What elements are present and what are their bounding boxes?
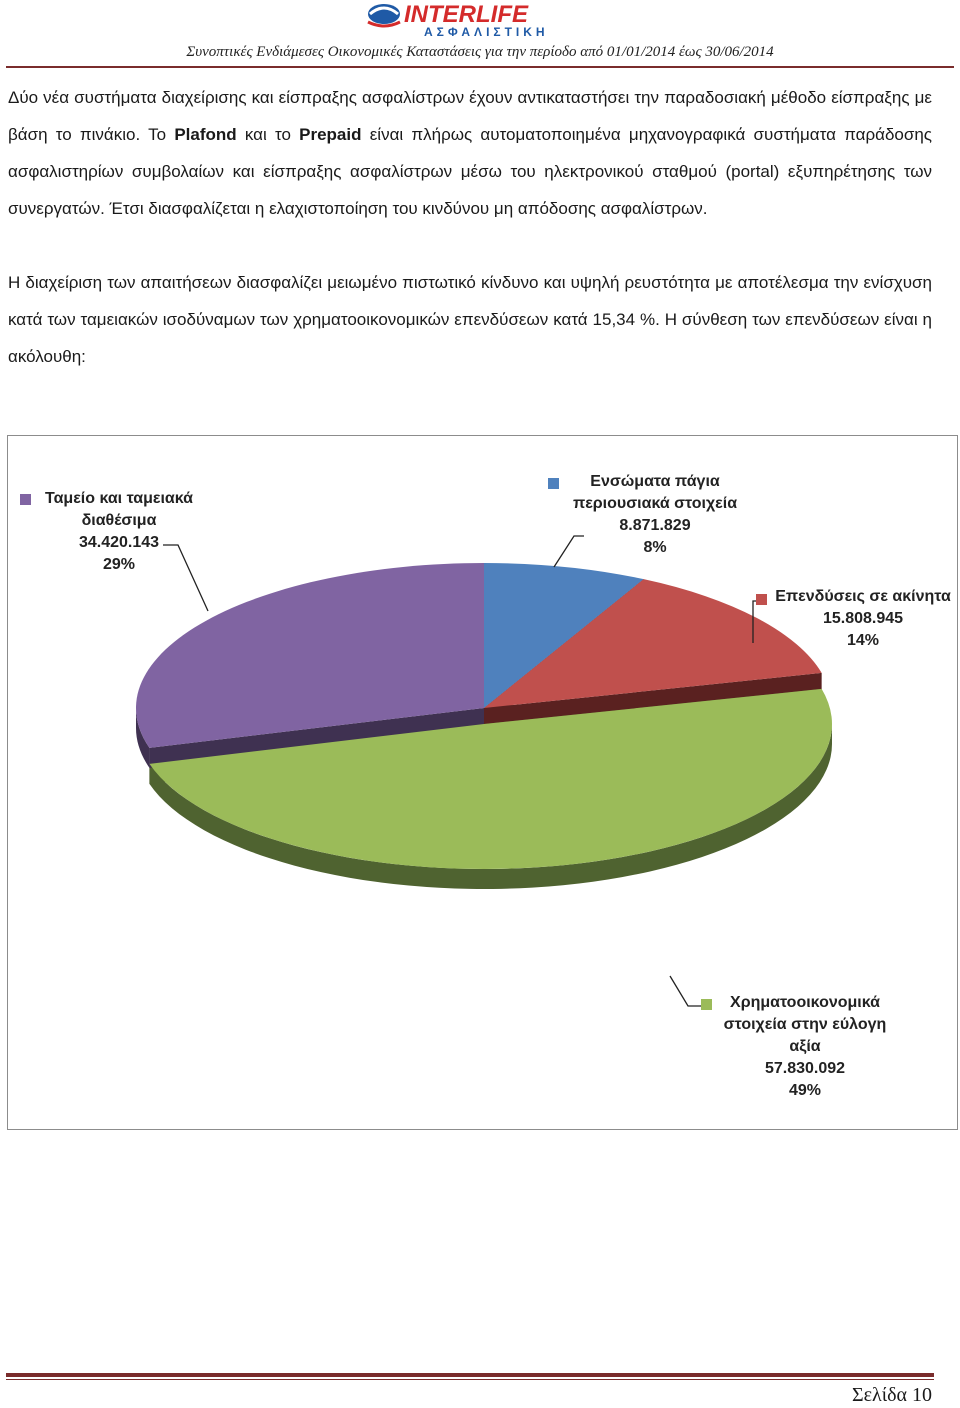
label-financial-assets-value: 57.830.092	[764, 1060, 846, 1077]
page-number: Σελίδα 10	[851, 1384, 932, 1406]
label-real-estate-percent: 14%	[846, 632, 880, 649]
label-fixed-assets-line1: Ενσώματα πάγια	[590, 473, 720, 490]
label-cash-line2: διαθέσιμα	[81, 512, 157, 529]
label-real-estate-line1: Επενδύσεις σε ακίνητα	[775, 588, 951, 605]
label-financial-assets-line1: Χρηματοοικονομικά	[730, 994, 880, 1011]
p1-plafond: Plafond	[174, 125, 237, 144]
label-financial-assets-line3: αξία	[789, 1038, 821, 1055]
legend-swatch-real-estate	[756, 594, 767, 605]
label-cash-value: 34.420.143	[78, 534, 160, 551]
logo-subtext: ΑΣΦΑΛΙΣΤΙΚΗ	[424, 25, 549, 39]
label-financial-assets-percent: 49%	[788, 1082, 822, 1099]
label-cash-line1: Ταμείο και ταμειακά	[44, 490, 193, 507]
label-real-estate	[770, 586, 956, 652]
report-subtitle: Συνοπτικές Ενδιάμεσες Οικονομικές Καταστάσεις για την περίοδο από 01/01/2014 έως 30/06/2014	[186, 44, 774, 60]
label-fixed-assets	[560, 471, 750, 559]
legend-swatch-cash	[20, 494, 31, 505]
legend-swatch-fixed-assets	[548, 478, 559, 489]
label-fixed-assets-value: 8.871.829	[619, 517, 691, 534]
leader-line-financial-assets	[670, 976, 701, 1006]
label-fixed-assets-line2: περιουσιακά στοιχεία	[572, 495, 738, 512]
paragraph-collection-systems	[8, 79, 932, 227]
logo-text: INTERLIFE	[404, 1, 528, 28]
label-cash-percent: 29%	[102, 556, 136, 573]
company-logo	[0, 0, 960, 44]
label-fixed-assets-percent: 8%	[643, 539, 667, 556]
footer-divider-thick	[6, 1373, 934, 1377]
legend-swatch-financial-assets	[701, 999, 712, 1010]
p1-text-c: και το	[236, 125, 300, 144]
header-divider	[6, 66, 954, 68]
label-financial-assets	[714, 992, 896, 1102]
label-real-estate-value: 15.808.945	[822, 610, 904, 627]
label-financial-assets-line2: στοιχεία στην εύλογη	[723, 1016, 887, 1033]
interlife-logo-icon	[366, 0, 596, 40]
investments-pie-chart	[7, 435, 958, 1130]
p1-text-d: είναι πλήρως αυτοματοποιημένα μηχανογραφικά συστήματα παράδοσης ασφαλιστηρίων συμβολαίων και είσπραξης ασφαλίστρων μέσω του ηλεκτρονικού σταθμού (portal) εξυπηρέτησης των συνεργατών. Έτσι διασφαλίζεται η ελαχιστοποίηση του κινδύνου μη απόδοσης ασφαλίστρων.	[8, 125, 932, 218]
label-cash	[34, 488, 204, 576]
p1-text-a: Δύο νέα συστήματα διαχείρισης και είσπραξης ασφαλίστρων έχουν αντικαταστήσει την παραδοσιακή μέθοδο είσπραξης με βάση το πινάκιο. Το	[8, 88, 932, 144]
footer-divider-thin	[6, 1379, 934, 1380]
paragraph-claims-management: Η διαχείριση των απαιτήσεων διασφαλίζει μειωμένο πιστωτικό κίνδυνο και υψηλή ρευστότητα με αποτέλεσμα την ενίσχυση κατά των ταμειακών ισοδύναμων των χρηματοοικονομικών επενδύσεων κατά 15,34 %. Η σύνθεση των επενδύσεων είναι η ακόλουθη:	[8, 273, 932, 366]
p1-prepaid: Prepaid	[299, 125, 362, 144]
